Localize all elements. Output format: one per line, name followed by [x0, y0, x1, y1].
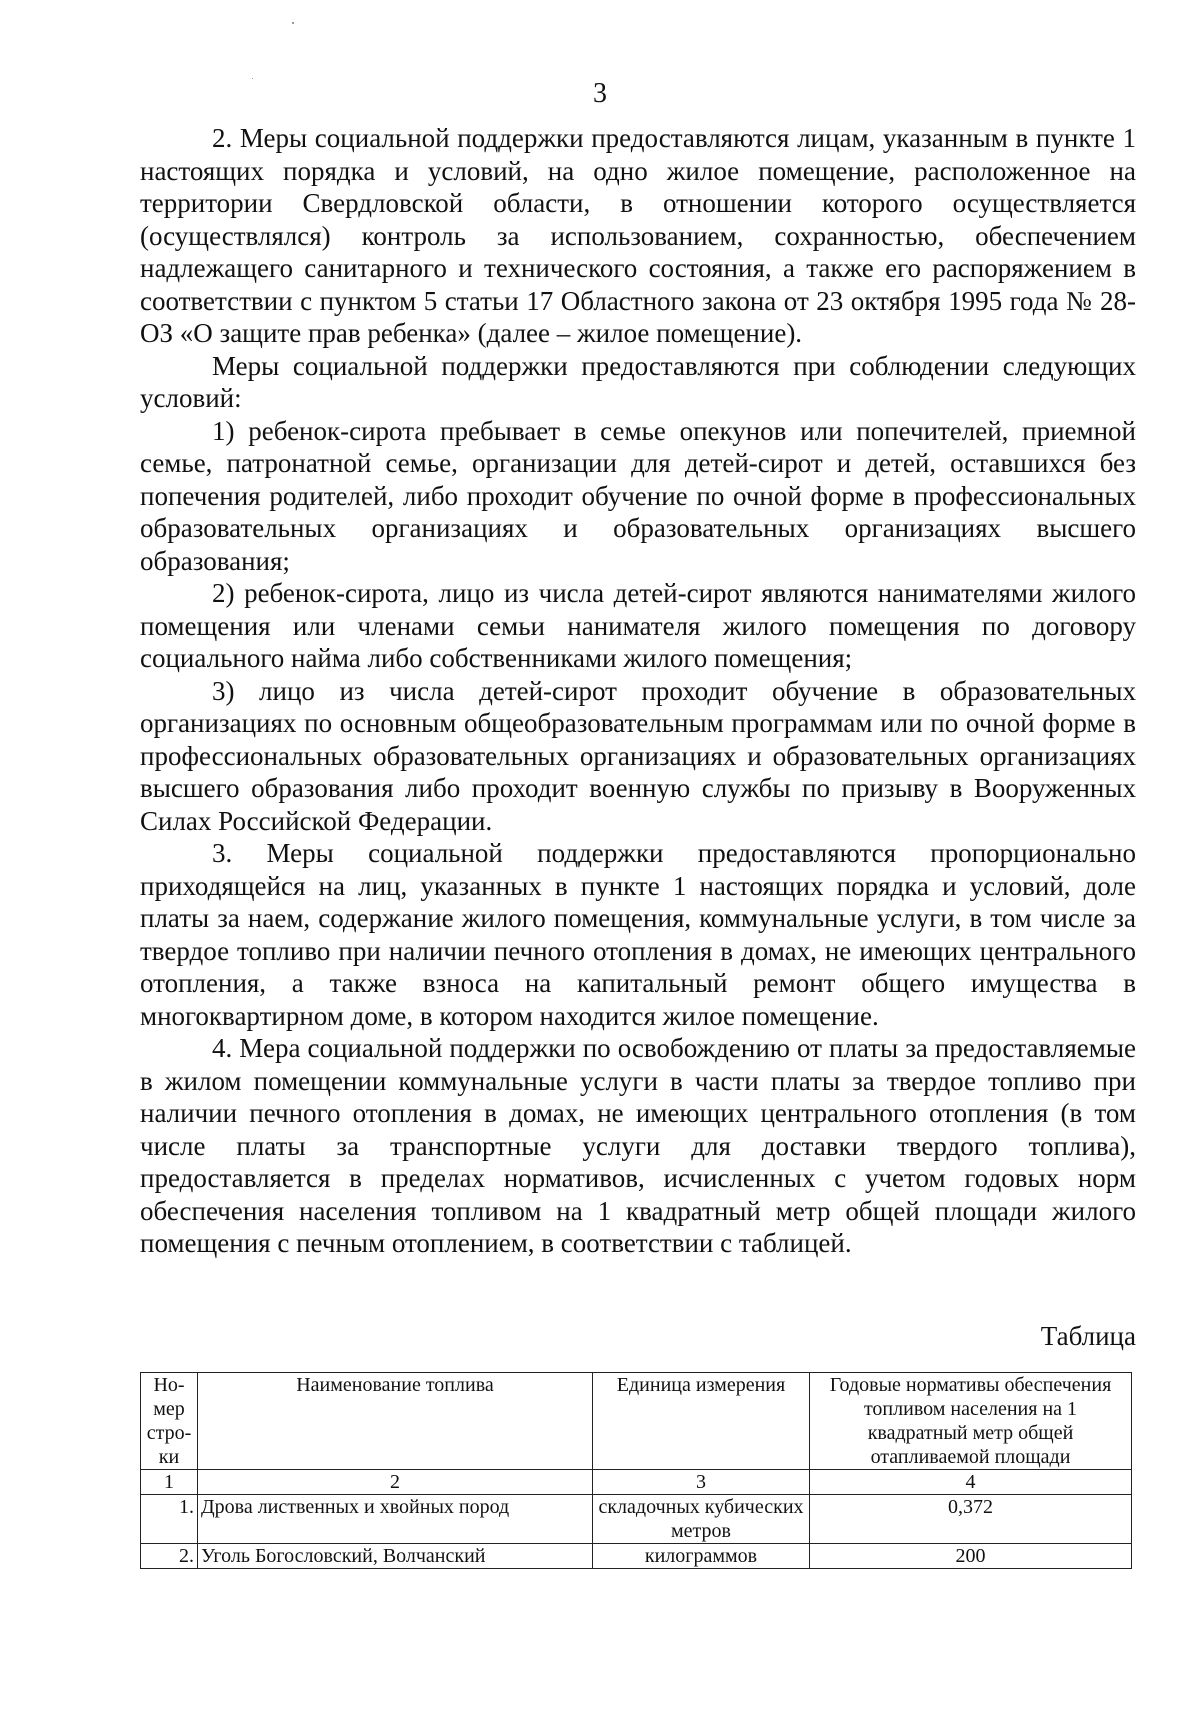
paragraph-condition-2: 2) ребенок-сирота, лицо из числа детей-сирот являются нанимателями жилого помещения или членами семьи нанимателя жилого помещения по договору социального найма либо собственниками жилого помещения; [140, 578, 1136, 673]
unit: килограммов [593, 1544, 810, 1569]
header-annual-norms: Годовые нормативы обеспечения топливом населения на 1 квадратный метр общей отапливаемой площади [810, 1373, 1132, 1470]
header-fuel-name: Наименование топлива [198, 1373, 593, 1470]
paragraph-condition-1: 1) ребенок-сирота пребывает в семье опекунов или попечителей, приемной семье, патронатной семье, организации для детей-сирот и детей, оставшихся без попечения родителей, либо проходит обучение по очной форме в профессиональных образовательных организациях и образовательных организациях высшего образования; [140, 415, 1136, 576]
header-row-number: Но-мер стро-ки [141, 1373, 198, 1470]
table-row [141, 1495, 1132, 1544]
table-row [141, 1544, 1132, 1569]
fuel-norms-table [140, 1372, 1132, 1569]
table-caption: Таблица [1040, 1321, 1136, 1351]
paragraph-condition-3: 3) лицо из числа детей-сирот проходит обучение в образовательных организациях по основным общеобразовательным программам или по очной форме в профессиональных образовательных организациях и образовательных организациях высшего образования либо проходит военную службы по призыву в Вооруженных Силах Российской Федерации. [140, 675, 1136, 836]
paragraph-item-2: 2. Меры социальной поддержки предоставляются лицам, указанным в пункте 1 настоящих порядка и условий, на одно жилое помещение, расположенное на территории Свердловской области, в отношении которого осуществляется (осуществлялся) контроль за использованием, сохранностью, обеспечением надлежащего санитарного и технического состояния, а также его распоряжением в соответствии с пунктом 5 статьи 17 Областного закона от 23 октября 1995 года № 28-ОЗ «О защите прав ребенка» (далее – жилое помещение). [140, 123, 1136, 348]
column-number: 1 [141, 1470, 198, 1495]
scan-speck [252, 78, 253, 79]
norm-value: 200 [810, 1544, 1132, 1569]
fuel-name: Уголь Богословский, Волчанский [198, 1544, 593, 1569]
row-number: 2. [141, 1544, 198, 1569]
row-number: 1. [141, 1495, 198, 1544]
scan-speck [292, 22, 294, 24]
paragraph-conditions-intro: Меры социальной поддержки предоставляются при соблюдении следующих условий: [140, 350, 1136, 413]
header-unit: Единица измерения [593, 1373, 810, 1470]
table-header-row [141, 1373, 1132, 1470]
page-number: 3 [593, 78, 607, 109]
norm-value: 0,372 [810, 1495, 1132, 1544]
paragraph-item-3: 3. Меры социальной поддержки предоставляются пропорционально приходящейся на лиц, указанных в пункте 1 настоящих порядка и условий, доле платы за наем, содержание жилого помещения, коммунальные услуги, в том числе за твердое топливо при наличии печного отопления в домах, не имеющих центрального отопления, а также взноса на капитальный ремонт общего имущества в многоквартирном доме, в котором находится жилое помещение. [140, 838, 1136, 1031]
column-number: 2 [198, 1470, 593, 1495]
table-column-numbers-row [141, 1470, 1132, 1495]
document-body [140, 122, 1136, 1260]
paragraph-item-4: 4. Мера социальной поддержки по освобождению от платы за предоставляемые в жилом помещении коммунальные услуги в части платы за твердое топливо при наличии печного отопления в домах, не имеющих центрального отопления (в том числе платы за транспортные услуги для доставки твердого топлива), предоставляется в пределах нормативов, исчисленных с учетом годовых норм обеспечения населения топливом на 1 квадратный метр общей площади жилого помещения с печным отоплением, в соответствии с таблицей. [140, 1033, 1136, 1258]
column-number: 4 [810, 1470, 1132, 1495]
unit: складочных кубических метров [593, 1495, 810, 1544]
column-number: 3 [593, 1470, 810, 1495]
fuel-name: Дрова лиственных и хвойных пород [198, 1495, 593, 1544]
